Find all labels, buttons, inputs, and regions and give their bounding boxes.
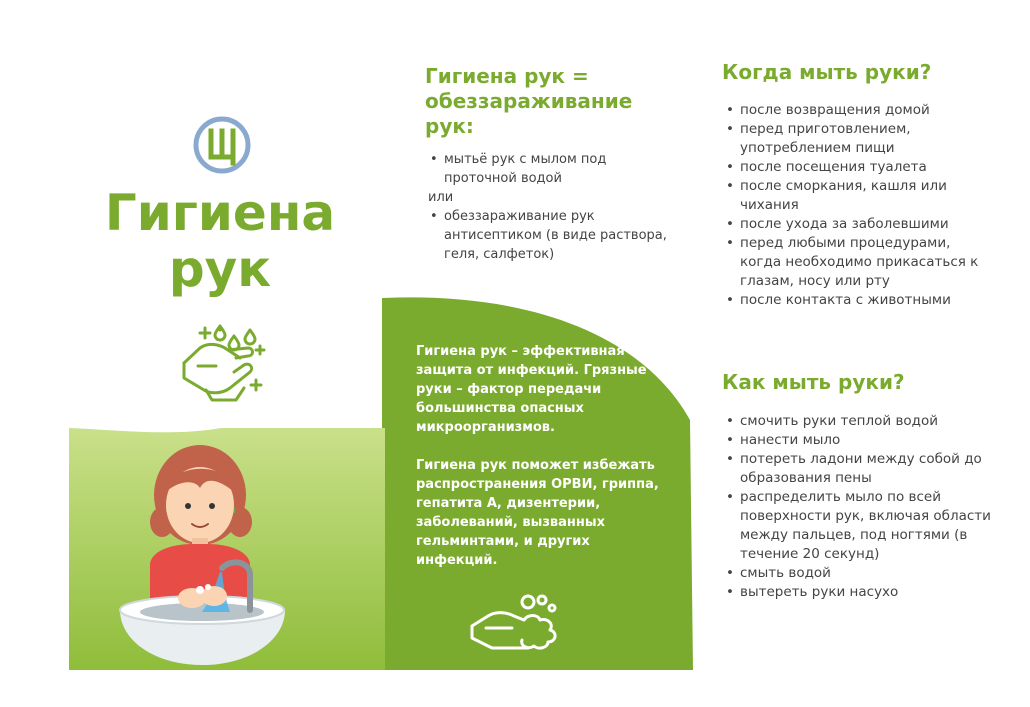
list-item: • нанести мыло [724, 431, 994, 450]
intro-list [428, 150, 668, 264]
page-title-line2: рук [168, 240, 272, 298]
how-title: Как мыть руки? [722, 370, 905, 394]
list-item: • перед любыми процедурами, когда необходимо прикасаться к глазам, носу или рту [724, 234, 994, 291]
green-block-text [416, 342, 671, 589]
washing-hands-icon [178, 318, 273, 403]
how-list [724, 412, 994, 602]
list-item: • распределить мыло по всей поверхности рук, включая области между пальцев, под ногтями (в течение 20 секунд) [724, 488, 994, 564]
page-title-line1: Гигиена [104, 184, 336, 242]
list-item: • после возвращения домой [724, 101, 994, 120]
girl-washing-hands-illustration [110, 440, 295, 672]
page-title [100, 185, 340, 297]
intro-title: Гигиена рук = обеззараживание рук: [425, 64, 633, 138]
when-title: Когда мыть руки? [722, 60, 932, 84]
or-label: или [428, 190, 454, 205]
list-item: • после контакта с животными [724, 291, 994, 310]
green-block-para1: Гигиена рук – эффективная защита от инфекций. Грязные руки – фактор передачи большинства опасных микроорганизмов. [416, 344, 647, 435]
logo-icon [192, 115, 252, 175]
list-item: • мытьё рук с мылом под проточной водой [428, 150, 668, 188]
list-item: • после посещения туалета [724, 158, 994, 177]
list-item: • смыть водой [724, 564, 994, 583]
list-item: • после ухода за заболевшими [724, 215, 994, 234]
green-block-para2: Гигиена рук поможет избежать распространения ОРВИ, гриппа, гепатита А, дизентерии, заболеваний, вызванных гельминтами, и других инфекций. [416, 458, 659, 568]
when-list [724, 101, 994, 310]
list-item: • перед приготовлением, употреблением пищи [724, 120, 994, 158]
list-item: • потереть ладони между собой до образования пены [724, 450, 994, 488]
list-item: • обеззараживание рук антисептиком (в виде раствора, геля, салфеток) [428, 207, 668, 264]
list-item: • после сморкания, кашля или чихания [724, 177, 994, 215]
list-item: • смочить руки теплой водой [724, 412, 994, 431]
soapy-hands-icon [468, 592, 563, 654]
list-item: • вытереть руки насухо [724, 583, 994, 602]
